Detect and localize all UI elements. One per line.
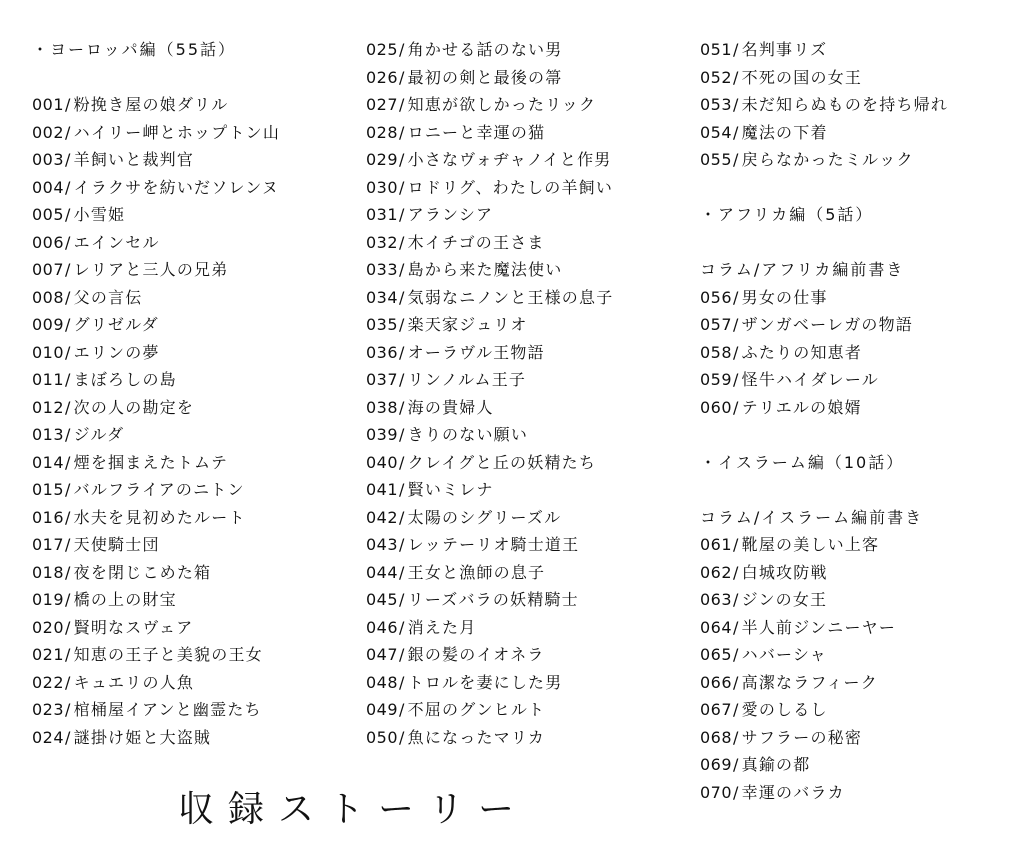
separator-slash: /	[65, 122, 72, 142]
story-number: 037	[366, 370, 399, 389]
separator-slash: /	[399, 727, 406, 747]
story-entry	[700, 751, 1020, 779]
story-entry	[32, 284, 362, 312]
story-title: 太陽のシグリーズル	[407, 507, 562, 527]
story-title: バルフライアのニトン	[73, 480, 245, 499]
story-title: 白城攻防戦	[741, 562, 828, 582]
story-title: 海の貴婦人	[407, 397, 494, 417]
story-title: 最初の剣と最後の箒	[407, 67, 563, 87]
story-entry	[366, 449, 696, 477]
story-number: 035	[366, 315, 399, 334]
blank-line	[700, 229, 1020, 257]
story-entry	[366, 91, 696, 119]
story-title: 煙を掴まえたトムテ	[73, 452, 229, 472]
separator-slash: /	[399, 260, 406, 279]
story-entry	[32, 641, 362, 669]
separator-slash: /	[65, 590, 72, 609]
story-entry	[32, 421, 362, 449]
story-entry	[366, 174, 696, 202]
story-title: まぼろしの島	[73, 370, 177, 389]
story-title: キュエリの人魚	[73, 672, 195, 692]
section-heading: ・ヨーロッパ編（55話）	[32, 40, 237, 59]
story-number: 070	[700, 782, 733, 802]
story-title: トロルを妻にした男	[407, 672, 563, 692]
separator-slash: /	[399, 177, 406, 197]
story-number: 057	[700, 315, 733, 334]
story-number: 024	[32, 727, 65, 747]
story-title: 木イチゴの王さま	[407, 232, 545, 252]
story-title: リンノルム王子	[407, 370, 527, 389]
story-number: 056	[700, 287, 733, 307]
story-number: 031	[366, 205, 399, 224]
story-number: 023	[32, 700, 65, 719]
story-entry	[700, 36, 1020, 64]
story-number: 063	[700, 590, 733, 609]
story-entry	[32, 311, 362, 339]
separator-slash: /	[65, 617, 72, 637]
separator-slash: /	[399, 150, 406, 169]
story-title: 知恵の王子と美貌の王女	[73, 645, 263, 664]
blank-line	[32, 64, 362, 92]
separator-slash: /	[65, 232, 72, 252]
story-title: 魔法の下着	[741, 122, 828, 142]
separator-slash: /	[733, 342, 740, 362]
column-entry: コラム/アフリカ編前書き	[700, 260, 905, 279]
separator-slash: /	[65, 150, 72, 169]
story-title: 小さなヴォヂャノイと作男	[407, 150, 612, 169]
story-title: 魚になったマリカ	[407, 727, 546, 747]
separator-slash: /	[733, 672, 740, 692]
story-title: ハイリー岬とホップトン山	[73, 122, 281, 142]
story-title: 謎掛け姫と大盗賊	[73, 727, 212, 747]
story-entry	[366, 339, 696, 367]
story-title: 半人前ジンニーヤー	[741, 617, 897, 637]
separator-slash: /	[733, 370, 740, 389]
separator-slash: /	[399, 700, 406, 719]
separator-slash: /	[733, 150, 740, 169]
separator-slash: /	[399, 425, 406, 444]
story-number: 064	[700, 617, 733, 637]
story-title: 賢明なスヴェア	[73, 617, 194, 637]
story-number: 008	[32, 287, 65, 307]
story-title: レリアと三人の兄弟	[73, 260, 229, 279]
story-number: 060	[700, 397, 733, 417]
separator-slash: /	[733, 755, 740, 774]
separator-slash: /	[399, 397, 406, 417]
story-entry	[366, 36, 696, 64]
story-entry	[32, 201, 362, 229]
blank-line	[700, 476, 1020, 504]
separator-slash: /	[733, 727, 740, 747]
story-number: 068	[700, 727, 733, 747]
story-number: 004	[32, 177, 65, 197]
story-number: 010	[32, 342, 65, 362]
separator-slash: /	[65, 397, 72, 417]
separator-slash: /	[399, 40, 406, 59]
story-title: 水夫を見初めたルート	[73, 507, 246, 527]
story-number: 040	[366, 452, 399, 472]
story-title: ふたりの知恵者	[741, 342, 863, 362]
story-title: 粉挽き屋の娘ダリル	[73, 95, 229, 114]
story-title: オーラヴル王物語	[407, 342, 545, 362]
story-entry	[700, 119, 1020, 147]
story-entry	[32, 559, 362, 587]
story-title: きりのない願い	[407, 425, 529, 444]
story-title: 小雪姫	[73, 205, 126, 224]
story-title: 未だ知らぬものを持ち帰れ	[741, 95, 949, 114]
story-title: 消えた月	[407, 617, 477, 637]
story-title: アランシア	[407, 205, 494, 224]
story-number: 066	[700, 672, 733, 692]
story-entry	[366, 366, 696, 394]
story-entry	[700, 339, 1020, 367]
story-entry	[366, 311, 696, 339]
story-title: 気弱なニノンと王様の息子	[407, 287, 614, 307]
story-number: 020	[32, 617, 65, 637]
story-title: エインセル	[73, 232, 160, 252]
story-number: 027	[366, 95, 399, 114]
story-number: 069	[700, 755, 733, 774]
story-entry	[700, 559, 1020, 587]
story-entry	[32, 229, 362, 257]
separator-slash: /	[399, 617, 406, 637]
story-title: 楽天家ジュリオ	[407, 315, 528, 334]
story-number: 049	[366, 700, 399, 719]
separator-slash: /	[65, 562, 72, 582]
story-title: クレイグと丘の妖精たち	[407, 452, 597, 472]
story-title: 父の言伝	[73, 287, 143, 307]
story-number: 001	[32, 95, 65, 114]
story-title: 高潔なラフィーク	[741, 672, 878, 692]
story-entry	[366, 669, 696, 697]
story-number: 013	[32, 425, 65, 444]
story-number: 044	[366, 562, 399, 582]
story-entry	[366, 421, 696, 449]
separator-slash: /	[733, 287, 740, 307]
story-entry	[32, 339, 362, 367]
column-entry: コラム/イスラーム編前書き	[700, 507, 924, 527]
story-entry	[32, 394, 362, 422]
story-number: 028	[366, 122, 399, 142]
separator-slash: /	[65, 177, 72, 197]
story-title: サフラーの秘密	[741, 727, 863, 747]
separator-slash: /	[399, 95, 406, 114]
story-number: 033	[366, 260, 399, 279]
story-number: 046	[366, 617, 399, 637]
story-title: 銀の髪のイオネラ	[407, 645, 545, 664]
story-entry	[32, 724, 362, 752]
story-title: 靴屋の美しい上客	[741, 535, 880, 554]
separator-slash: /	[733, 397, 740, 417]
story-entry	[366, 696, 696, 724]
separator-slash: /	[733, 95, 740, 114]
story-number: 006	[32, 232, 65, 252]
story-number: 009	[32, 315, 65, 334]
story-entry	[700, 146, 1020, 174]
story-number: 019	[32, 590, 65, 609]
story-number: 025	[366, 40, 399, 59]
separator-slash: /	[733, 617, 740, 637]
story-number: 048	[366, 672, 399, 692]
section-heading: ・イスラーム編（10話）	[700, 452, 905, 472]
story-entry	[366, 504, 696, 532]
story-title: ハバーシャ	[741, 645, 828, 664]
story-number: 005	[32, 205, 65, 224]
story-title: 棺桶屋イアンと幽霊たち	[73, 700, 262, 719]
separator-slash: /	[399, 645, 406, 664]
story-entry	[32, 449, 362, 477]
separator-slash: /	[65, 370, 72, 389]
story-title: 名判事リズ	[741, 40, 828, 59]
story-entry	[700, 311, 1020, 339]
story-number: 026	[366, 67, 399, 87]
separator-slash: /	[399, 562, 406, 582]
story-number: 011	[32, 370, 65, 389]
story-entry	[366, 119, 696, 147]
story-title: 怪牛ハイダレール	[741, 370, 879, 389]
story-title: 真鍮の都	[741, 755, 811, 774]
story-title: 橋の上の財宝	[73, 590, 177, 609]
separator-slash: /	[399, 507, 406, 527]
separator-slash: /	[399, 672, 406, 692]
story-number: 021	[32, 645, 65, 664]
story-entry	[366, 284, 696, 312]
story-entry	[366, 229, 696, 257]
story-entry	[32, 669, 362, 697]
story-number: 032	[366, 232, 399, 252]
separator-slash: /	[733, 67, 740, 87]
story-number: 018	[32, 562, 65, 582]
story-number: 022	[32, 672, 65, 692]
separator-slash: /	[399, 205, 406, 224]
story-entry	[366, 256, 696, 284]
story-entry	[700, 669, 1020, 697]
story-entry	[366, 476, 696, 504]
story-entry	[32, 119, 362, 147]
story-entry	[366, 614, 696, 642]
story-entry	[700, 91, 1020, 119]
story-entry	[700, 779, 1020, 807]
story-entry	[700, 531, 1020, 559]
story-number: 065	[700, 645, 733, 664]
separator-slash: /	[399, 370, 406, 389]
story-entry	[32, 366, 362, 394]
separator-slash: /	[733, 315, 740, 334]
separator-slash: /	[733, 645, 740, 664]
separator-slash: /	[733, 590, 740, 609]
separator-slash: /	[65, 287, 72, 307]
separator-slash: /	[399, 122, 406, 142]
story-number: 038	[366, 397, 399, 417]
separator-slash: /	[399, 232, 406, 252]
separator-slash: /	[65, 260, 72, 279]
separator-slash: /	[65, 645, 72, 664]
story-number: 039	[366, 425, 399, 444]
story-entry	[32, 91, 362, 119]
separator-slash: /	[65, 425, 72, 444]
story-entry	[366, 394, 696, 422]
story-entry	[700, 284, 1020, 312]
section-heading: ・アフリカ編（5話）	[700, 205, 874, 224]
story-entry	[32, 256, 362, 284]
page-title: 収録ストーリー	[178, 789, 529, 830]
story-number: 034	[366, 287, 399, 307]
separator-slash: /	[399, 342, 406, 362]
story-title: ジンの女王	[741, 590, 828, 609]
story-title: イラクサを紡いだソレンヌ	[73, 177, 280, 197]
story-number: 030	[366, 177, 399, 197]
separator-slash: /	[399, 452, 406, 472]
story-title: 幸運のバラカ	[741, 782, 845, 802]
separator-slash: /	[733, 782, 740, 802]
separator-slash: /	[65, 700, 72, 719]
separator-slash: /	[733, 40, 740, 59]
story-title: 次の人の勘定を	[73, 397, 195, 417]
story-title: テリエルの娘婿	[741, 397, 862, 417]
separator-slash: /	[399, 590, 406, 609]
story-number: 062	[700, 562, 733, 582]
separator-slash: /	[733, 535, 740, 554]
story-entry	[366, 531, 696, 559]
story-title: ロニーと幸運の猫	[407, 122, 546, 142]
separator-slash: /	[65, 672, 72, 692]
separator-slash: /	[733, 700, 740, 719]
story-title: リーズバラの妖精騎士	[407, 590, 579, 609]
story-number: 015	[32, 480, 65, 499]
story-title: ザンガベーレガの物語	[741, 315, 914, 334]
story-entry	[366, 641, 696, 669]
story-entry	[700, 394, 1020, 422]
story-entry	[700, 724, 1020, 752]
story-entry	[700, 641, 1020, 669]
story-title: 不死の国の女王	[741, 67, 863, 87]
story-entry	[32, 476, 362, 504]
story-number: 061	[700, 535, 733, 554]
story-title: 王女と漁師の息子	[407, 562, 546, 582]
blank-line	[700, 174, 1020, 202]
separator-slash: /	[65, 95, 72, 114]
story-number: 016	[32, 507, 65, 527]
story-entry	[366, 559, 696, 587]
story-entry	[700, 614, 1020, 642]
separator-slash: /	[65, 727, 72, 747]
story-number: 042	[366, 507, 399, 527]
separator-slash: /	[65, 480, 72, 499]
story-number: 054	[700, 122, 733, 142]
story-title: 戻らなかったミルック	[741, 150, 914, 169]
story-entry	[32, 696, 362, 724]
story-title: グリゼルダ	[73, 315, 159, 334]
story-number: 002	[32, 122, 65, 142]
separator-slash: /	[65, 342, 72, 362]
story-number: 007	[32, 260, 65, 279]
story-entry	[32, 146, 362, 174]
story-entry	[32, 614, 362, 642]
story-entry	[366, 64, 696, 92]
separator-slash: /	[399, 535, 406, 554]
story-entry	[366, 586, 696, 614]
story-number: 067	[700, 700, 733, 719]
story-number: 045	[366, 590, 399, 609]
story-entry	[700, 586, 1020, 614]
story-number: 029	[366, 150, 399, 169]
story-title: ジルダ	[73, 425, 125, 444]
story-entry	[700, 366, 1020, 394]
story-entry	[366, 724, 696, 752]
story-title: 男女の仕事	[741, 287, 828, 307]
story-list-column-3	[700, 36, 1020, 806]
story-number: 051	[700, 40, 733, 59]
separator-slash: /	[65, 205, 72, 224]
separator-slash: /	[733, 562, 740, 582]
story-number: 041	[366, 480, 399, 499]
story-number: 017	[32, 535, 65, 554]
story-number: 058	[700, 342, 733, 362]
story-number: 043	[366, 535, 399, 554]
story-title: 島から来た魔法使い	[407, 260, 563, 279]
story-title: レッテーリオ騎士道王	[407, 535, 580, 554]
separator-slash: /	[65, 507, 72, 527]
story-list-column-2	[366, 36, 696, 751]
story-title: 角かせる話のない男	[407, 40, 563, 59]
story-number: 052	[700, 67, 733, 87]
story-entry	[700, 64, 1020, 92]
story-title: 夜を閉じこめた箱	[73, 562, 212, 582]
story-number: 047	[366, 645, 399, 664]
story-entry	[366, 201, 696, 229]
story-entry	[32, 586, 362, 614]
story-number: 053	[700, 95, 733, 114]
story-number: 003	[32, 150, 65, 169]
story-title: 知恵が欲しかったリック	[407, 95, 597, 114]
story-list-column-1	[32, 36, 362, 751]
story-number: 055	[700, 150, 733, 169]
story-title: 天使騎士団	[73, 535, 160, 554]
story-title: 不屈のグンヒルト	[407, 700, 546, 719]
story-entry	[366, 146, 696, 174]
story-title: 賢いミレナ	[407, 480, 494, 499]
story-title: ロドリグ、わたしの羊飼い	[407, 177, 614, 197]
story-title: 羊飼いと裁判官	[73, 150, 195, 169]
story-number: 036	[366, 342, 399, 362]
separator-slash: /	[65, 315, 72, 334]
story-number: 014	[32, 452, 65, 472]
separator-slash: /	[733, 122, 740, 142]
story-number: 059	[700, 370, 733, 389]
story-entry	[700, 696, 1020, 724]
story-entry	[32, 531, 362, 559]
separator-slash: /	[399, 480, 406, 499]
separator-slash: /	[65, 535, 72, 554]
story-entry	[32, 174, 362, 202]
story-number: 050	[366, 727, 399, 747]
story-title: エリンの夢	[73, 342, 160, 362]
story-entry	[32, 504, 362, 532]
separator-slash: /	[399, 287, 406, 307]
story-title: 愛のしるし	[741, 700, 828, 719]
separator-slash: /	[399, 315, 406, 334]
story-number: 012	[32, 397, 65, 417]
blank-line	[700, 421, 1020, 449]
separator-slash: /	[65, 452, 72, 472]
separator-slash: /	[399, 67, 406, 87]
